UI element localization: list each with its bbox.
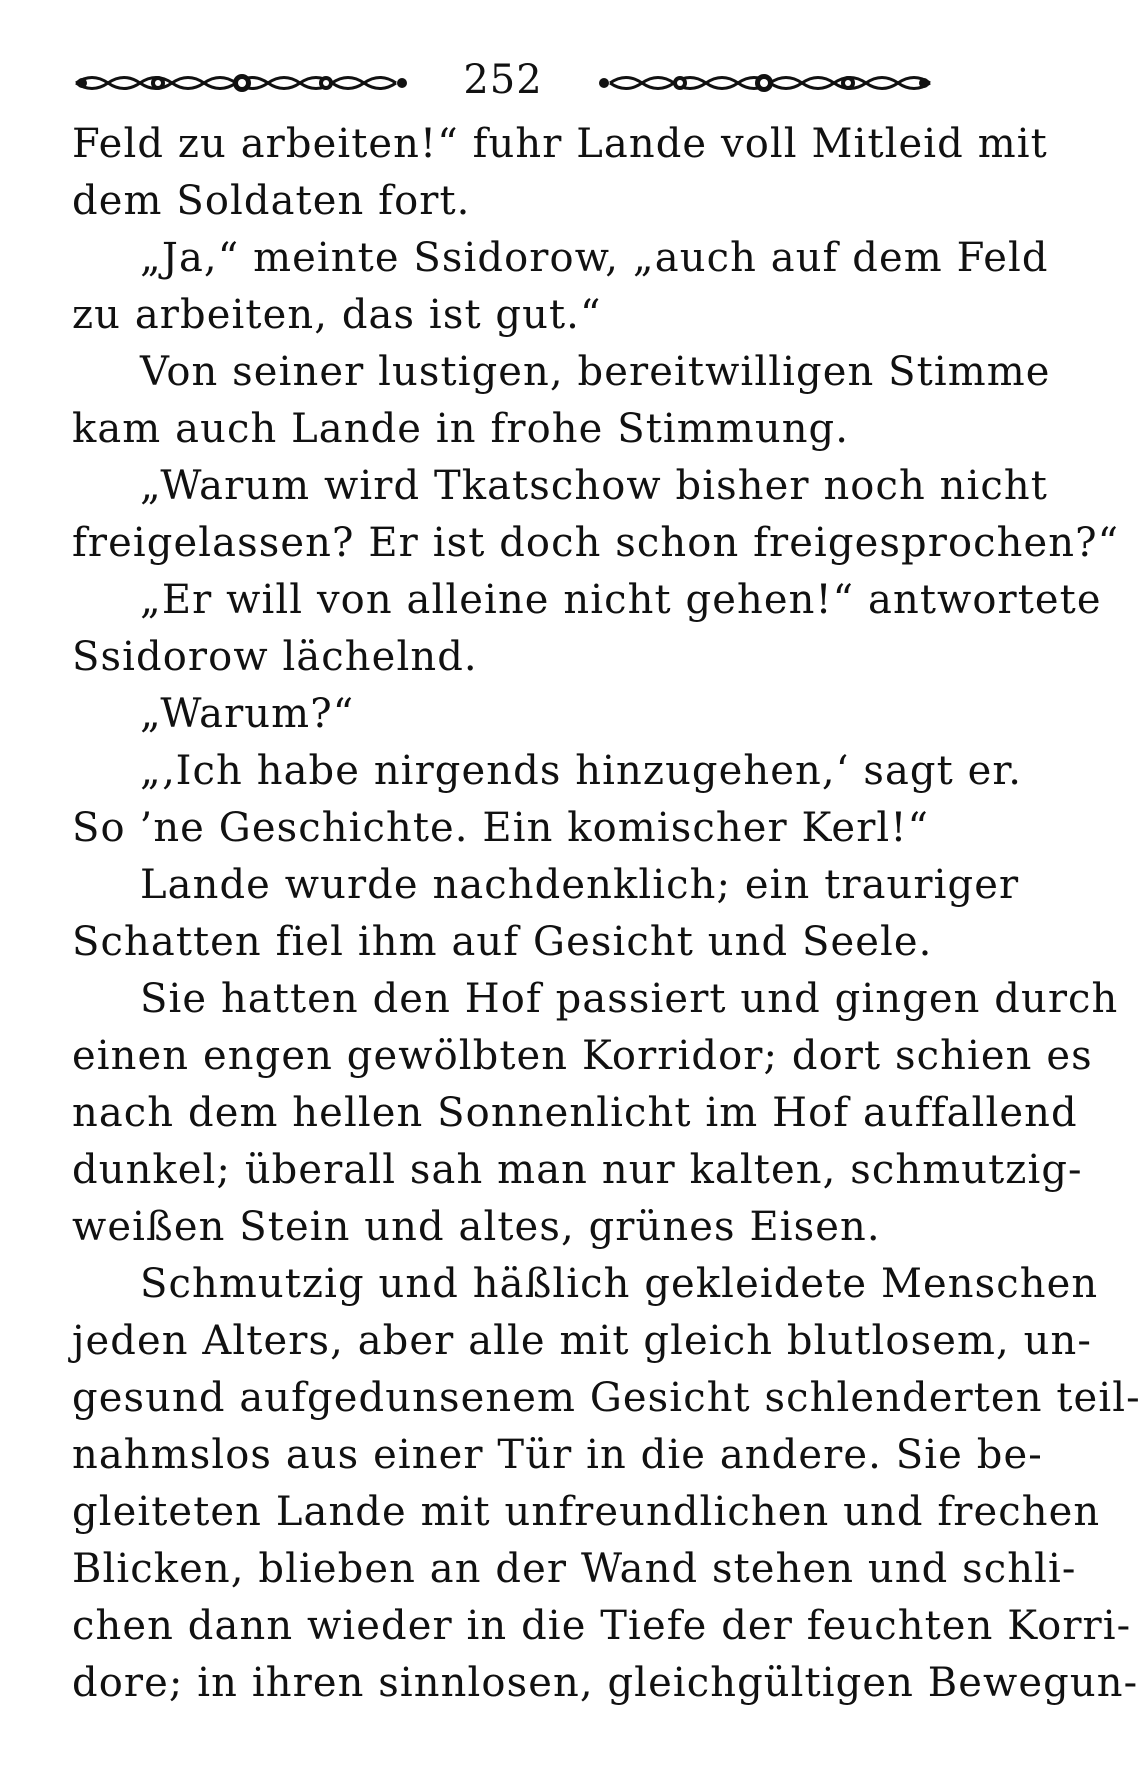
text-line: chen dann wieder in die Tiefe der feuchten Korri- (72, 1603, 1132, 1649)
text-line: gesund aufgedunsenem Gesicht schlenderten teil- (72, 1375, 1141, 1421)
page-number: 252 (463, 57, 543, 103)
text-line: Lande wurde nachdenklich; ein trauriger (140, 862, 1020, 908)
text-line: nach dem hellen Sonnenlicht im Hof auffallend (72, 1090, 1078, 1136)
right-ornament-rule (594, 66, 934, 100)
text-line: Blicken, blieben an der Wand stehen und schli- (72, 1546, 1077, 1592)
text-line: freigelassen? Er ist doch schon freigesprochen?“ (72, 520, 1120, 566)
text-line: Ssidorow lächelnd. (72, 634, 478, 680)
text-line: dem Soldaten fort. (72, 178, 471, 224)
text-line: „Er will von alleine nicht gehen!“ antwortete (140, 577, 1102, 623)
text-line: einen engen gewölbten Korridor; dort schien es (72, 1033, 1093, 1079)
text-line: Feld zu arbeiten!“ fuhr Lande voll Mitleid mit (72, 121, 1048, 167)
text-line: nahmslos aus einer Tür in die andere. Sie be- (72, 1432, 1043, 1478)
text-line: „Warum?“ (140, 691, 355, 737)
text-line: Von seiner lustigen, bereitwilligen Stimme (140, 349, 1051, 395)
text-line: „Ja,“ meinte Ssidorow, „auch auf dem Feld (140, 235, 1049, 281)
body-text (72, 116, 1141, 1712)
text-line: Schatten fiel ihm auf Gesicht und Seele. (72, 919, 933, 965)
text-line: Schmutzig und häßlich gekleidete Menschen (140, 1261, 1099, 1307)
text-line: „‚Ich habe nirgends hinzugehen,‘ sagt er. (140, 748, 1023, 794)
text-line: dunkel; überall sah man nur kalten, schmutzig- (72, 1147, 1083, 1193)
page-header (72, 48, 934, 112)
text-line: Sie hatten den Hof passiert und gingen durch (140, 976, 1119, 1022)
text-line: „Warum wird Tkatschow bisher noch nicht (140, 463, 1048, 509)
text-line: So ’ne Geschichte. Ein komischer Kerl!“ (72, 805, 930, 851)
text-line: kam auch Lande in frohe Stimmung. (72, 406, 850, 452)
text-line: zu arbeiten, das ist gut.“ (72, 292, 602, 338)
text-line: dore; in ihren sinnlosen, gleichgültigen Bewegun- (72, 1660, 1139, 1706)
text-line: gleiteten Lande mit unfreundlichen und frechen (72, 1489, 1101, 1535)
text-line: weißen Stein und altes, grünes Eisen. (72, 1204, 881, 1250)
text-line: jeden Alters, aber alle mit gleich blutlosem, un- (72, 1318, 1092, 1364)
